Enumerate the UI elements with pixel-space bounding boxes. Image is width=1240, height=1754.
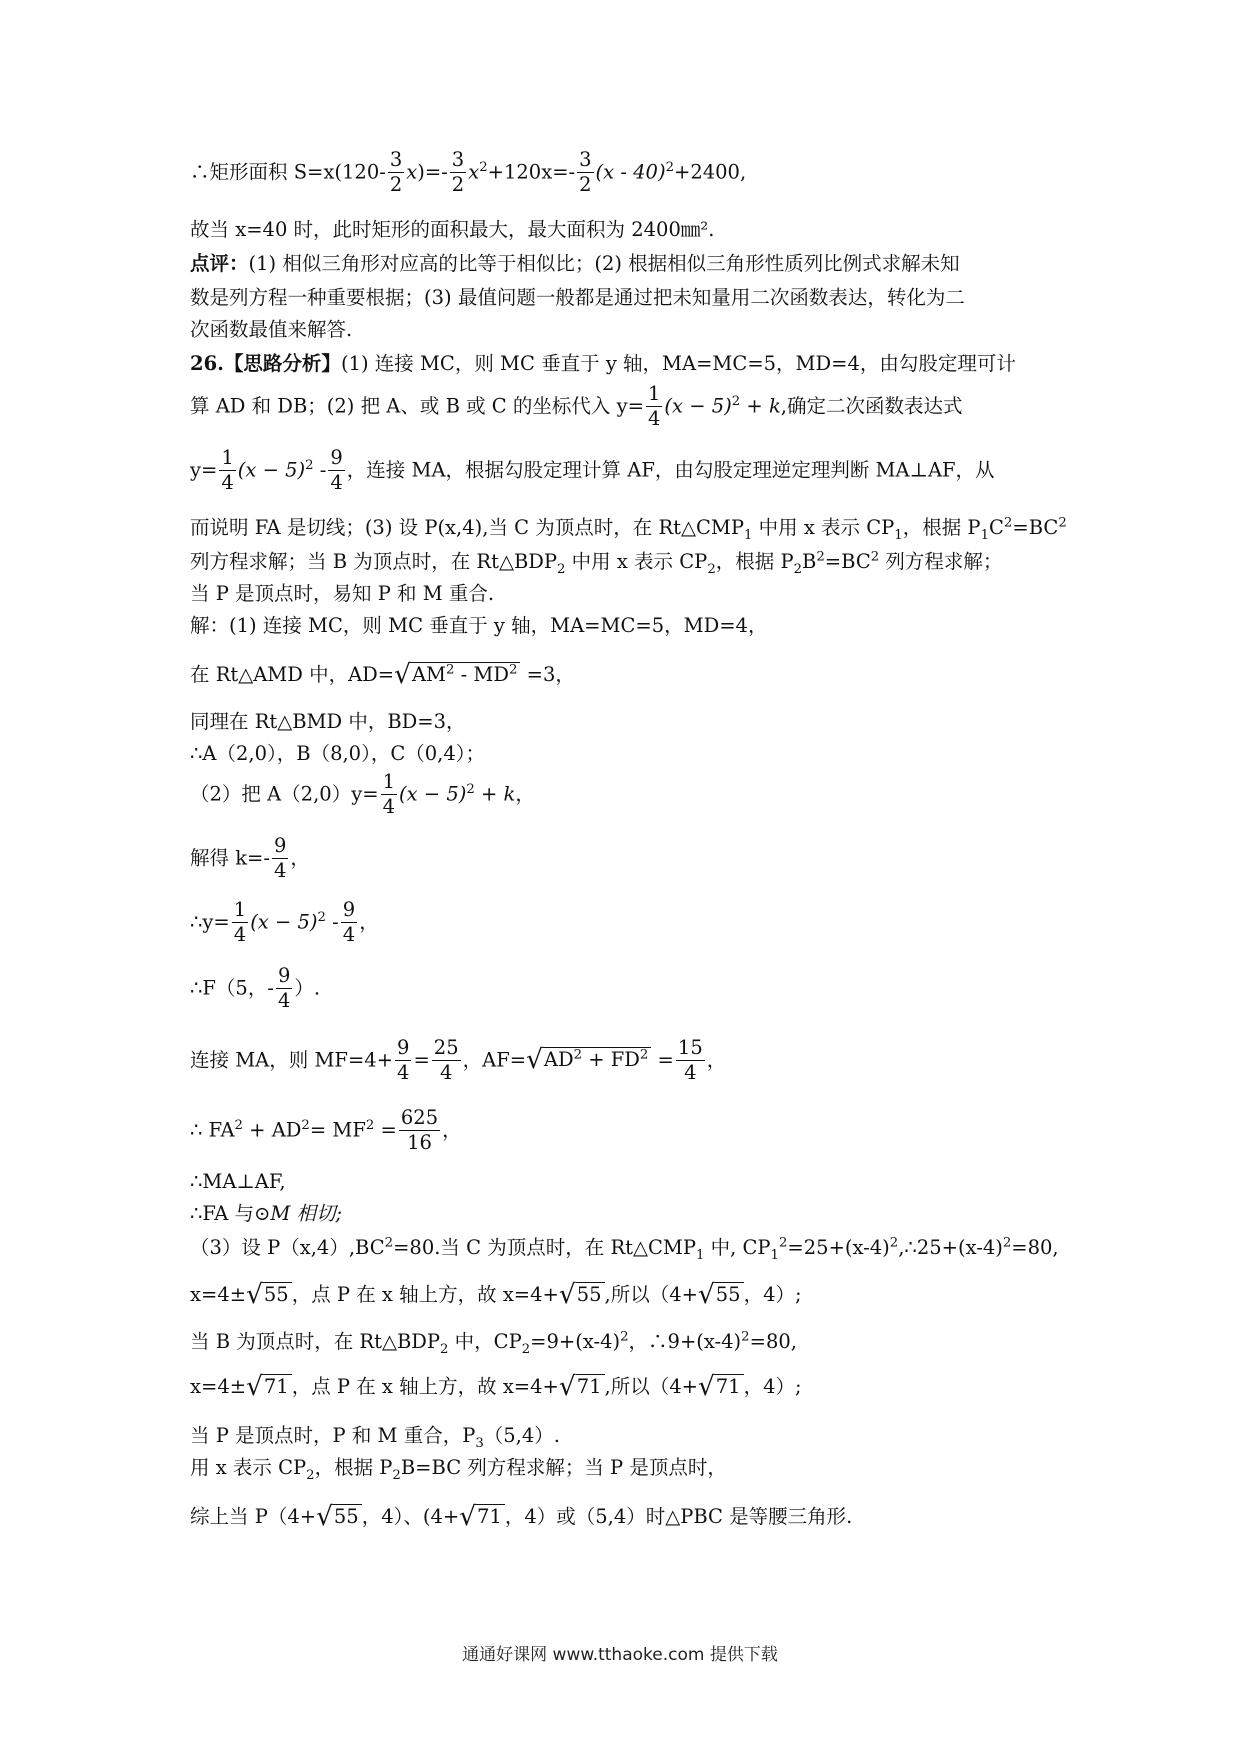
text: = MF (309, 1118, 366, 1142)
denominator: 4 (233, 923, 247, 947)
text: )=- (417, 160, 448, 184)
fraction (219, 448, 235, 494)
text: +120x=- (487, 160, 576, 184)
text: ，根据 P (314, 1456, 393, 1479)
text-line (190, 1424, 560, 1451)
square-root (558, 1372, 605, 1403)
expression: + k (474, 782, 516, 806)
superscript: 2 (365, 1117, 375, 1133)
text: ，根据 P (715, 550, 794, 573)
text: ， (290, 846, 310, 870)
numerator: 9 (272, 836, 288, 859)
text: ∴y= (190, 910, 230, 934)
fraction (381, 772, 397, 818)
text: 当 P 是顶点时，易知 P 和 M 重合. (190, 582, 495, 605)
subscript: 2 (306, 1467, 315, 1483)
radical-sign: √ (558, 1372, 576, 1403)
text: +2400, (674, 160, 747, 184)
radicand: 55 (576, 1282, 605, 1306)
text-line (190, 1235, 1059, 1263)
fraction (328, 448, 344, 494)
text-line (190, 318, 352, 341)
superscript: 2 (446, 662, 455, 678)
superscript: 2 (317, 909, 326, 925)
superscript: 2 (870, 549, 880, 565)
text: ）. (294, 976, 321, 1000)
square-root (394, 660, 520, 691)
superscript: 2 (1002, 1235, 1012, 1251)
text: （2）把 A（2,0）y= (190, 782, 379, 806)
radicand: 71 (263, 1374, 292, 1398)
text: 算 AD 和 DB；(2) 把 A、或 B 或 C 的坐标代入 y= (190, 394, 644, 418)
superscript: 2 (889, 1235, 899, 1251)
fraction (276, 966, 292, 1012)
text: - (313, 458, 327, 482)
text-line (190, 1280, 802, 1311)
subscript: 1 (894, 527, 903, 543)
text: ，点 P 在 x 轴上方，故 x=4+ (291, 1283, 559, 1306)
radicand: 55 (263, 1282, 292, 1306)
subscript: 1 (980, 527, 989, 543)
analysis-line (190, 352, 1016, 375)
radicand: 71 (715, 1374, 744, 1398)
superscript: 2 (1058, 515, 1067, 531)
text: ，4）; (743, 1283, 802, 1306)
radicand: 55 (715, 1282, 744, 1306)
denominator: 4 (397, 1061, 410, 1085)
square-root (246, 1280, 292, 1311)
numerator: 25 (432, 1038, 461, 1061)
text: ∴FA 与 (190, 1202, 255, 1225)
text: 解：(1) 连接 MC，则 MC 垂直于 y 轴，MA=MC=5，MD=4， (190, 614, 768, 637)
text: 故当 x=40 时，此时矩形的面积最大，最大面积为 2400㎜². (190, 218, 715, 241)
text: 列方程求解； (879, 550, 1003, 573)
text: ,确定二次函数表达式 (780, 394, 963, 418)
text: 解得 k=- (190, 846, 270, 870)
text-line (190, 549, 1003, 577)
numerator: 9 (328, 448, 344, 471)
text: =9+(x-4) (530, 1330, 621, 1353)
text: ，∴9+(x-4) (628, 1330, 742, 1353)
text: 用 x 表示 CP (190, 1456, 307, 1479)
text: ∴MA⊥AF, (190, 1170, 286, 1193)
text: ， (706, 1048, 727, 1072)
denominator: 4 (277, 989, 291, 1013)
comment-line (190, 252, 960, 275)
text: =BC (824, 550, 871, 573)
text-line (190, 384, 962, 430)
expression: (x − 5) (664, 394, 732, 418)
expression: (x - 40) (595, 160, 666, 184)
text: AD (543, 1048, 574, 1072)
text-line (190, 1202, 342, 1225)
numerator: 3 (450, 150, 466, 173)
radical-sign: √ (459, 1502, 476, 1533)
radical-sign: √ (697, 1372, 715, 1403)
text: 综上当 P（4+ (190, 1505, 317, 1528)
fraction (450, 150, 466, 196)
denominator: 4 (273, 859, 287, 883)
denominator: 2 (389, 173, 403, 197)
text: ，点 P 在 x 轴上方，故 x=4+ (291, 1375, 559, 1398)
text: ，4）或（5,4）时△PBC 是等腰三角形. (504, 1505, 853, 1528)
superscript: 2 (305, 457, 314, 473)
area-formula-line (190, 150, 746, 196)
fraction (388, 150, 404, 196)
radicand: 71 (576, 1374, 605, 1398)
text-line (190, 448, 995, 494)
text: 同理在 Rt△BMD 中，BD=3， (190, 710, 466, 733)
square-root (246, 1372, 292, 1403)
text: ，AF= (462, 1048, 527, 1072)
numerator: 9 (341, 900, 357, 923)
expression: (x − 5) (250, 910, 318, 934)
fraction (399, 1108, 440, 1154)
text: = (413, 1048, 430, 1072)
text: ∴F（5，- (190, 976, 274, 1000)
text-line (190, 966, 320, 1012)
subscript: 1 (695, 1247, 705, 1263)
superscript: 2 (741, 1329, 750, 1345)
text-line (190, 1170, 286, 1193)
denominator: 2 (451, 173, 465, 197)
superscript: 2 (620, 1329, 629, 1345)
text: ⊙M 相切; (254, 1202, 343, 1225)
solution-line (190, 614, 767, 637)
text: ，4）; (743, 1375, 802, 1398)
text-line (190, 660, 575, 691)
text: - (325, 910, 339, 934)
numerator: 1 (646, 384, 662, 407)
text: （5,4）. (483, 1424, 560, 1447)
numerator: 1 (219, 448, 235, 471)
text-line (190, 1372, 802, 1403)
text: = (651, 1048, 674, 1072)
radicand (543, 1047, 652, 1071)
expression: (x − 5) (237, 458, 306, 482)
denominator: 4 (440, 1061, 453, 1085)
square-root (316, 1502, 362, 1533)
text: x=4± (190, 1283, 247, 1306)
text: 连接 MA，则 MF=4+ (190, 1048, 394, 1072)
text: =BC (1012, 516, 1059, 539)
radical-sign: √ (316, 1502, 333, 1533)
square-root (459, 1502, 505, 1533)
text: 中, CP (704, 1236, 771, 1259)
fraction (432, 1038, 461, 1084)
text: =25+(x-4) (787, 1236, 890, 1259)
text-line (190, 1456, 727, 1483)
expression: + k (740, 394, 781, 418)
expression: (x − 5) (398, 782, 467, 806)
numerator: 3 (388, 150, 404, 173)
radical-sign: √ (697, 1280, 715, 1311)
text: 而说明 FA 是切线；(3) 设 P(x,4),当 C 为顶点时，在 Rt△CMP (190, 516, 745, 539)
fraction (232, 900, 248, 946)
fraction (341, 900, 357, 946)
superscript: 2 (466, 781, 475, 797)
text: 在 Rt△AMD 中，AD= (190, 663, 395, 686)
denominator: 4 (221, 471, 234, 495)
text: ∴A（2,0），B（8,0），C（0,4）； (190, 742, 486, 765)
text: = (374, 1118, 397, 1142)
superscript: 2 (234, 1117, 243, 1133)
numerator: 1 (381, 772, 397, 795)
text-line (190, 1038, 726, 1084)
text: ∴ FA (190, 1118, 235, 1142)
denominator: 4 (330, 471, 343, 495)
square-root (697, 1372, 744, 1403)
radicand: 55 (333, 1504, 362, 1528)
conclusion-line (190, 1502, 853, 1533)
text: ,∴25+(x-4) (898, 1236, 1003, 1259)
fraction (395, 1038, 411, 1084)
superscript: 2 (301, 1117, 310, 1133)
numerator: 3 (577, 150, 593, 173)
analysis-label: 26.【思路分析】 (190, 352, 341, 375)
superscript: 2 (1003, 515, 1013, 531)
superscript: 2 (816, 549, 825, 565)
fraction (577, 150, 593, 196)
text: ， (515, 782, 535, 806)
text: B=BC 列方程求解；当 P 是顶点时， (400, 1456, 727, 1479)
text: y= (190, 458, 218, 482)
text: + AD (242, 1118, 302, 1142)
fraction (272, 836, 288, 882)
radical-sign: √ (246, 1372, 263, 1403)
superscript: 2 (573, 1047, 583, 1063)
subscript: 1 (744, 527, 753, 543)
text: ,所以（4+ (604, 1375, 698, 1398)
text: 次函数最值来解答. (190, 318, 353, 341)
text-line (190, 218, 714, 241)
denominator: 4 (647, 407, 661, 431)
text: - MD (454, 663, 510, 686)
numerator: 625 (399, 1108, 440, 1131)
text-line (190, 286, 965, 309)
text: 中用 x 表示 CP (752, 516, 895, 539)
denominator: 16 (407, 1131, 432, 1155)
subscript: 2 (440, 1341, 449, 1357)
text: ，根据 P (902, 516, 981, 539)
radical-sign: √ (558, 1280, 576, 1311)
text: ， (442, 1118, 462, 1142)
numerator: 9 (276, 966, 292, 989)
text: ，连接 MA，根据勾股定理计算 AF，由勾股定理逆定理判断 MA⊥AF，从 (346, 458, 995, 482)
text: =80.当 C 为顶点时，在 Rt△CMP (393, 1236, 696, 1259)
radicand (411, 662, 521, 686)
square-root (697, 1280, 744, 1311)
text: (1) 连接 MC，则 MC 垂直于 y 轴，MA=MC=5，MD=4，由勾股定理可计 (340, 352, 1016, 375)
square-root (558, 1280, 605, 1311)
square-root (526, 1045, 651, 1076)
text-line (190, 772, 535, 818)
denominator: 2 (579, 173, 592, 197)
text: ，4）、(4+ (361, 1505, 460, 1528)
subscript: 2 (707, 561, 716, 577)
radical-sign: √ (246, 1280, 263, 1311)
numerator: 15 (676, 1038, 705, 1061)
text-line (190, 1329, 797, 1357)
superscript: 2 (384, 1235, 394, 1251)
subscript: 2 (521, 1341, 531, 1357)
text: ∴矩形面积 S=x(120- (190, 160, 386, 184)
denominator: 4 (342, 923, 356, 947)
text-line (190, 710, 466, 733)
denominator: 4 (684, 1061, 697, 1085)
superscript: 2 (778, 1235, 788, 1251)
text: 当 P 是顶点时，P 和 M 重合，P (190, 1424, 476, 1447)
text-line (190, 1108, 462, 1154)
superscript: 2 (731, 393, 741, 409)
text: ， (359, 910, 379, 934)
text: B (802, 550, 817, 573)
subscript: 1 (770, 1247, 779, 1263)
denominator: 4 (382, 795, 395, 819)
text: 数是列方程一种重要根据；(3) 最值问题一般都是通过把未知量用二次函数表达，转化为二 (190, 286, 965, 309)
text-line (190, 582, 494, 605)
fraction (646, 384, 662, 430)
text: =80, (1011, 1236, 1059, 1259)
text: 中，CP (448, 1330, 522, 1353)
text-line (190, 515, 1067, 543)
text-line (190, 900, 379, 946)
radicand: 71 (476, 1504, 505, 1528)
page-footer: 通通好课网 www.tthaoke.com 提供下载 (462, 1645, 778, 1665)
text-line (190, 742, 485, 765)
numerator: 9 (395, 1038, 411, 1061)
text: 中用 x 表示 CP (565, 550, 708, 573)
superscript: 2 (665, 159, 674, 175)
text: (1) 相似三角形对应高的比等于相似比；(2) 根据相似三角形性质列比例式求解未知 (248, 252, 960, 275)
text: 当 B 为顶点时，在 Rt△BDP (190, 1330, 441, 1353)
text: x=4± (190, 1375, 247, 1398)
text: + FD (582, 1048, 640, 1072)
subscript: 2 (392, 1467, 401, 1483)
text: =80, (749, 1330, 797, 1353)
variable: x (406, 160, 418, 184)
comment-label: 点评： (190, 252, 249, 275)
text: ,所以（4+ (604, 1283, 698, 1306)
subscript: 3 (475, 1435, 484, 1451)
text: （3）设 P（x,4）,BC (190, 1236, 385, 1259)
radical-sign: √ (394, 660, 411, 691)
superscript: 2 (509, 662, 518, 678)
subscript: 2 (557, 561, 566, 577)
superscript: 2 (639, 1047, 649, 1063)
text: 列方程求解；当 B 为顶点时，在 Rt△BDP (190, 550, 558, 573)
text-line (190, 836, 310, 882)
radical-sign: √ (526, 1045, 543, 1076)
text: =3， (520, 663, 575, 686)
numerator: 1 (232, 900, 248, 923)
subscript: 2 (793, 561, 803, 577)
fraction (676, 1038, 705, 1084)
superscript: 2 (479, 159, 488, 175)
text: C (989, 516, 1004, 539)
variable: x (468, 160, 480, 184)
text: AM (411, 663, 446, 686)
